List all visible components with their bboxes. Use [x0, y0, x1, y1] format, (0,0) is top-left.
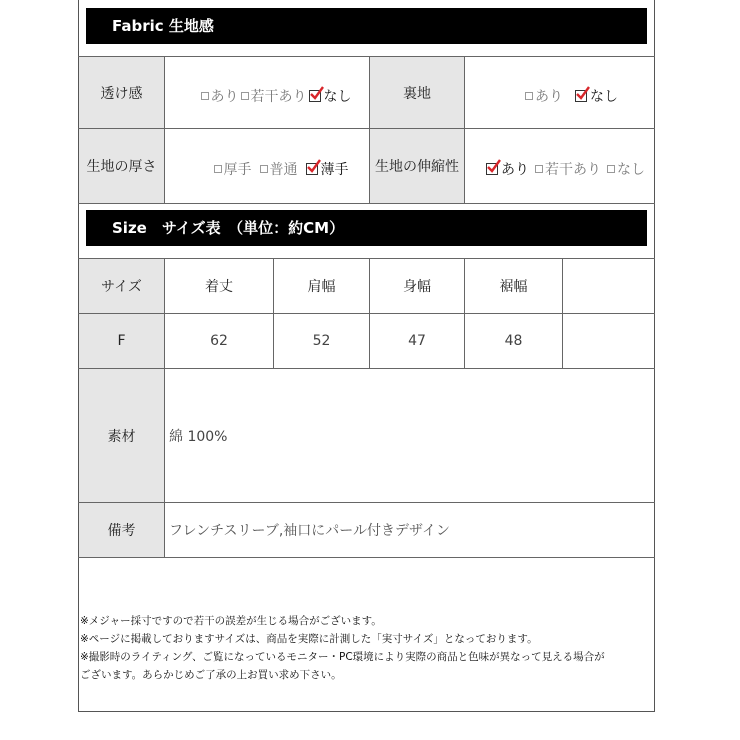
checked-box-icon [575, 90, 587, 102]
lining-options [465, 57, 654, 128]
checked-box-icon [306, 163, 318, 175]
thickness-options [165, 129, 369, 203]
option-item [260, 159, 298, 179]
option-label: 厚手 [223, 162, 252, 178]
option-label: なし [323, 88, 352, 105]
unchecked-box-icon [260, 165, 268, 173]
stretch-options [465, 129, 654, 203]
size-col-header [563, 259, 654, 313]
option-item [607, 159, 645, 179]
size-value: 62 [210, 333, 228, 349]
material-value: 綿 100% [169, 428, 228, 445]
option-item [575, 86, 618, 106]
option-label: 若干あり [250, 88, 307, 105]
option-item [525, 86, 563, 106]
option-label: あり [210, 88, 239, 105]
size-col-header: 肩幅 [307, 279, 336, 295]
size-value [563, 314, 654, 368]
checked-box-icon [486, 163, 498, 175]
label-stretch: 生地の伸縮性 [370, 129, 464, 203]
option-label: 普通 [269, 162, 298, 178]
notes [80, 612, 605, 684]
note-line: ※撮影時のライティング、ご覧になっているモニター・PC環境により実際の商品と色味が異なって見える場合が [80, 651, 605, 663]
checked-box-icon [309, 90, 321, 102]
note-line: ※ページに掲載しておりますサイズは、商品を実際に計測した「実寸サイズ」となっております。 [80, 633, 538, 645]
option-label: あり [535, 88, 563, 105]
option-item [241, 86, 307, 106]
label-lining: 裏地 [370, 57, 464, 128]
option-item [535, 159, 601, 179]
unchecked-box-icon [535, 165, 543, 173]
unchecked-box-icon [607, 165, 615, 173]
material-label: 素材 [79, 369, 164, 502]
size-col-header: サイズ [79, 259, 164, 313]
option-label: なし [617, 162, 645, 178]
remarks-label: 備考 [79, 503, 164, 557]
option-item [201, 86, 239, 106]
unchecked-box-icon [214, 165, 222, 173]
option-item [306, 159, 349, 179]
option-label: 若干あり [545, 162, 601, 178]
size-col-header: 身幅 [403, 279, 431, 295]
unchecked-box-icon [201, 92, 209, 100]
unchecked-box-icon [241, 92, 249, 100]
label-transparency: 透け感 [79, 57, 164, 128]
size-row-label: F [79, 314, 164, 368]
option-item [214, 159, 252, 179]
size-value: 48 [504, 333, 523, 349]
option-item [486, 159, 529, 179]
unchecked-box-icon [525, 92, 533, 100]
option-label: なし [590, 88, 618, 105]
transparency-options [165, 57, 369, 128]
note-line: ございます。あらかじめご了承の上お買い求め下さい。 [80, 669, 342, 681]
divider [78, 203, 655, 204]
remarks-value: フレンチスリーブ,袖口にパール付きデザイン [169, 523, 451, 539]
size-col-header: 裾幅 [499, 279, 528, 295]
size-col-header: 着丈 [205, 279, 233, 295]
option-label: あり [501, 162, 529, 178]
option-item [309, 86, 352, 106]
size-value: 47 [408, 333, 426, 349]
note-line: ※メジャー採寸ですので若干の誤差が生じる場合がございます。 [80, 615, 382, 627]
size-value: 52 [312, 333, 331, 349]
size-header: Size サイズ表 （単位：約CM） [86, 210, 647, 246]
divider [369, 56, 370, 203]
divider [78, 557, 655, 558]
divider [164, 368, 165, 557]
label-thickness: 生地の厚さ [79, 129, 164, 203]
option-label: 薄手 [320, 162, 349, 178]
fabric-header: Fabric 生地感 [86, 8, 647, 44]
